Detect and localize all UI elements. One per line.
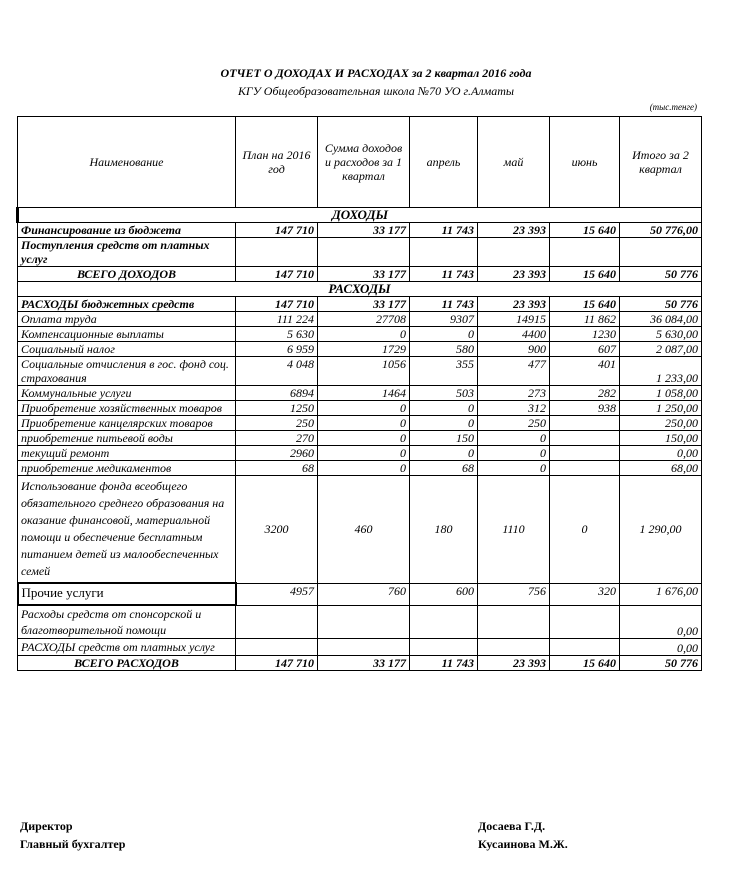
row-name: Расходы средств от спонсорской и благотворительной помощи: [18, 605, 236, 639]
cell-april: 180: [410, 476, 478, 584]
cell-may: 477: [478, 357, 550, 386]
cell-may: 14915: [478, 312, 550, 327]
cell-total: 150,00: [620, 431, 702, 446]
cell-total: 1 233,00: [620, 357, 702, 386]
cell-q1: 0: [318, 416, 410, 431]
cell-april: 68: [410, 461, 478, 476]
cell-june: 15 640: [550, 223, 620, 238]
cell-may: 0: [478, 431, 550, 446]
cell-may: 23 393: [478, 656, 550, 671]
director-label: Директор: [20, 819, 73, 833]
cell-q1: 0: [318, 327, 410, 342]
cell-total: 1 058,00: [620, 386, 702, 401]
row-name: Социальные отчисления в гос. фонд соц. страхования: [18, 357, 236, 386]
cell-q1: 0: [318, 401, 410, 416]
cell-plan: 5 630: [236, 327, 318, 342]
cell-total: 50 776: [620, 297, 702, 312]
cell-q1: 33 177: [318, 297, 410, 312]
cell-may: 250: [478, 416, 550, 431]
budget-expenses-row: [18, 297, 702, 312]
table-row: [18, 446, 702, 461]
table-row: [18, 401, 702, 416]
cell-june: 15 640: [550, 297, 620, 312]
table-row: [18, 342, 702, 357]
cell-total: 0,00: [620, 446, 702, 461]
cell-june: [550, 416, 620, 431]
cell-plan: 147 710: [236, 656, 318, 671]
cell-june: 15 640: [550, 656, 620, 671]
cell-plan: [236, 639, 318, 656]
cell-june: 0: [550, 476, 620, 584]
report-table: [16, 116, 702, 671]
accountant-label: Главный бухгалтер: [20, 837, 126, 851]
cell-april: 0: [410, 446, 478, 461]
cell-total: 250,00: [620, 416, 702, 431]
cell-may: 4400: [478, 327, 550, 342]
cell-q1: 33 177: [318, 267, 410, 282]
cell-june: 401: [550, 357, 620, 386]
row-name: Компенсационные выплаты: [18, 327, 236, 342]
cell-june: [550, 446, 620, 461]
row-name: Оплата труда: [18, 312, 236, 327]
cell-may: [478, 639, 550, 656]
cell-q1: 460: [318, 476, 410, 584]
income-total-row: [18, 267, 702, 282]
cell-q1: 27708: [318, 312, 410, 327]
cell-april: 0: [410, 401, 478, 416]
col-header-name: Наименование: [18, 117, 236, 208]
report-title: ОТЧЕТ О ДОХОДАХ И РАСХОДАХ за 2 квартал 2016 года: [220, 66, 532, 80]
table-row: [18, 431, 702, 446]
cell-plan: 1250: [236, 401, 318, 416]
table-row: [18, 312, 702, 327]
section-title-income: ДОХОДЫ: [18, 208, 702, 223]
row-name: Коммунальные услуги: [18, 386, 236, 401]
table-header-row: [18, 117, 702, 208]
cell-total: 5 630,00: [620, 327, 702, 342]
cell-total: [620, 238, 702, 267]
section-row-income: [18, 208, 702, 223]
cell-total: 68,00: [620, 461, 702, 476]
fund-row: [18, 476, 702, 584]
cell-plan: 6 959: [236, 342, 318, 357]
table-row: [18, 238, 702, 267]
cell-april: 600: [410, 583, 478, 605]
cell-plan: 270: [236, 431, 318, 446]
cell-plan: 2960: [236, 446, 318, 461]
col-header-may: май: [478, 117, 550, 208]
table-row: [18, 327, 702, 342]
col-header-q1: Сумма доходов и расходов за 1 квартал: [318, 117, 410, 208]
cell-may: 0: [478, 461, 550, 476]
cell-june: [550, 238, 620, 267]
cell-june: 320: [550, 583, 620, 605]
col-header-april: апрель: [410, 117, 478, 208]
cell-q1: 1464: [318, 386, 410, 401]
cell-may: 23 393: [478, 297, 550, 312]
expenses-total-row: [18, 656, 702, 671]
sponsor-expenses-row: [18, 605, 702, 639]
cell-april: 11 743: [410, 297, 478, 312]
row-name: Финансирование из бюджета: [18, 223, 236, 238]
cell-q1: 33 177: [318, 656, 410, 671]
col-header-june: июнь: [550, 117, 620, 208]
cell-june: [550, 461, 620, 476]
cell-q1: 1729: [318, 342, 410, 357]
paid-services-expenses-row: [18, 639, 702, 656]
table-row: [18, 416, 702, 431]
row-name: приобретение питьевой воды: [18, 431, 236, 446]
row-name: ВСЕГО РАСХОДОВ: [18, 656, 236, 671]
cell-april: [410, 605, 478, 639]
cell-total: 2 087,00: [620, 342, 702, 357]
cell-april: 11 743: [410, 656, 478, 671]
row-name: ВСЕГО ДОХОДОВ: [18, 267, 236, 282]
cell-total: 1 290,00: [620, 476, 702, 584]
cell-april: [410, 238, 478, 267]
director-name: Досаева Г.Д.: [478, 819, 546, 833]
cell-april: [410, 639, 478, 656]
cell-plan: [236, 238, 318, 267]
section-title-expenses: РАСХОДЫ: [18, 282, 702, 297]
cell-june: 11 862: [550, 312, 620, 327]
row-name: Использование фонда всеобщего обязательного среднего образования на оказание финансовой, материальной помощи и обеспечение бесплатным питанием детей из малообеспеченных семей: [18, 476, 236, 584]
cell-april: 11 743: [410, 267, 478, 282]
cell-plan: 111 224: [236, 312, 318, 327]
cell-q1: [318, 639, 410, 656]
cell-plan: 6894: [236, 386, 318, 401]
section-row-expenses: [18, 282, 702, 297]
cell-plan: 147 710: [236, 297, 318, 312]
cell-april: 580: [410, 342, 478, 357]
cell-q1: 760: [318, 583, 410, 605]
cell-plan: 250: [236, 416, 318, 431]
row-name: Социальный налог: [18, 342, 236, 357]
cell-q1: 0: [318, 461, 410, 476]
other-services-row: [18, 583, 702, 605]
cell-total: 36 084,00: [620, 312, 702, 327]
cell-may: 23 393: [478, 223, 550, 238]
col-header-plan: План на 2016 год: [236, 117, 318, 208]
cell-may: 23 393: [478, 267, 550, 282]
units-label: (тыс.тенге): [649, 102, 697, 112]
cell-june: 15 640: [550, 267, 620, 282]
cell-total: 0,00: [620, 639, 702, 656]
cell-plan: [236, 605, 318, 639]
row-name: РАСХОДЫ бюджетных средств: [18, 297, 236, 312]
cell-april: 0: [410, 416, 478, 431]
cell-may: 312: [478, 401, 550, 416]
row-name: Прочие услуги: [18, 583, 236, 605]
cell-june: 938: [550, 401, 620, 416]
cell-april: 150: [410, 431, 478, 446]
cell-total: 0,00: [620, 605, 702, 639]
cell-q1: 33 177: [318, 223, 410, 238]
cell-may: 273: [478, 386, 550, 401]
cell-april: 0: [410, 327, 478, 342]
cell-may: 756: [478, 583, 550, 605]
cell-april: 503: [410, 386, 478, 401]
cell-may: [478, 605, 550, 639]
table-row: [18, 461, 702, 476]
cell-june: [550, 639, 620, 656]
row-name: Приобретение хозяйственных товаров: [18, 401, 236, 416]
cell-june: [550, 431, 620, 446]
cell-june: 607: [550, 342, 620, 357]
cell-total: 1 676,00: [620, 583, 702, 605]
cell-plan: 147 710: [236, 223, 318, 238]
cell-may: 900: [478, 342, 550, 357]
cell-total: 50 776: [620, 656, 702, 671]
cell-total: 50 776: [620, 267, 702, 282]
cell-plan: 3200: [236, 476, 318, 584]
cell-april: 11 743: [410, 223, 478, 238]
cell-may: 1110: [478, 476, 550, 584]
accountant-name: Кусаинова М.Ж.: [478, 837, 568, 851]
col-header-total: Итого за 2 квартал: [620, 117, 702, 208]
table-row: [18, 386, 702, 401]
row-name: РАСХОДЫ средств от платных услуг: [18, 639, 236, 656]
table-row: [18, 357, 702, 386]
cell-june: 1230: [550, 327, 620, 342]
cell-april: 9307: [410, 312, 478, 327]
cell-total: 50 776,00: [620, 223, 702, 238]
cell-may: 0: [478, 446, 550, 461]
cell-june: 282: [550, 386, 620, 401]
row-name: приобретение медикаментов: [18, 461, 236, 476]
row-name: текущий ремонт: [18, 446, 236, 461]
cell-q1: [318, 238, 410, 267]
row-name: Поступления средств от платных услуг: [18, 238, 236, 267]
cell-may: [478, 238, 550, 267]
cell-q1: 0: [318, 446, 410, 461]
cell-june: [550, 605, 620, 639]
cell-plan: 147 710: [236, 267, 318, 282]
cell-q1: [318, 605, 410, 639]
cell-q1: 1056: [318, 357, 410, 386]
cell-total: 1 250,00: [620, 401, 702, 416]
cell-plan: 4957: [236, 583, 318, 605]
report-subtitle: КГУ Общеобразовательная школа №70 УО г.Алматы: [237, 84, 515, 98]
cell-plan: 4 048: [236, 357, 318, 386]
cell-q1: 0: [318, 431, 410, 446]
table-row: [18, 223, 702, 238]
cell-plan: 68: [236, 461, 318, 476]
row-name: Приобретение канцелярских товаров: [18, 416, 236, 431]
cell-april: 355: [410, 357, 478, 386]
